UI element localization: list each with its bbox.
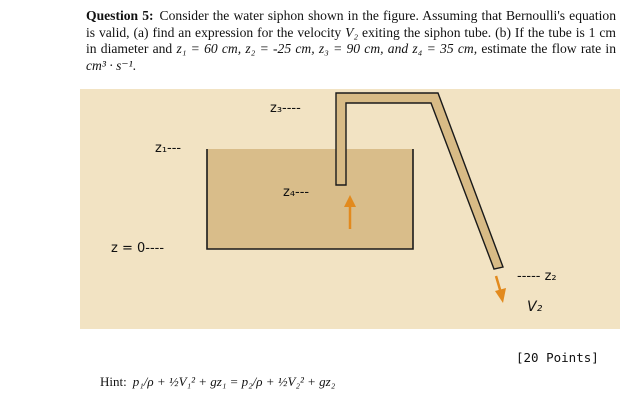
question-label: Question 5: — [86, 8, 154, 23]
siphon-diagram — [80, 89, 620, 339]
question-end: . — [132, 57, 137, 73]
siphon-figure — [80, 89, 620, 344]
given-values: z₁ = 60 cm, z₂ = -25 cm, z₃ = 90 cm, and z₄ = 35 cm, — [176, 41, 478, 56]
hint-label: Hint: — [100, 374, 127, 389]
hint — [100, 374, 335, 390]
label-z0: z = 0---- — [111, 241, 165, 256]
question-text — [86, 8, 616, 74]
question-part1: Consider the water siphon shown in the figure. Assuming that Bernoulli's equation is valid, (a) find an expression for the velocity — [86, 8, 616, 40]
label-z2: ----- z₂ — [517, 269, 557, 284]
label-z3: z₃---- — [270, 101, 301, 116]
label-z4: z₄--- — [283, 185, 310, 200]
question-part3: estimate the flow rate in — [477, 41, 617, 56]
bernoulli-formula: p₁/ρ + ½V₁² + gz₁ = p₂/ρ + ½V₂² + gz₂ — [132, 374, 336, 389]
label-z1: z₁--- — [155, 141, 182, 156]
tank-water — [207, 149, 413, 249]
label-v2: V₂ — [527, 299, 543, 315]
question-part2: exiting the siphon tube. (b) If the tube is 1 cm in diameter and — [86, 24, 616, 56]
velocity-symbol: V₂ — [345, 24, 359, 40]
points-badge: [20 Points] — [516, 350, 599, 365]
flow-units: cm³ · s⁻¹ — [86, 57, 133, 73]
